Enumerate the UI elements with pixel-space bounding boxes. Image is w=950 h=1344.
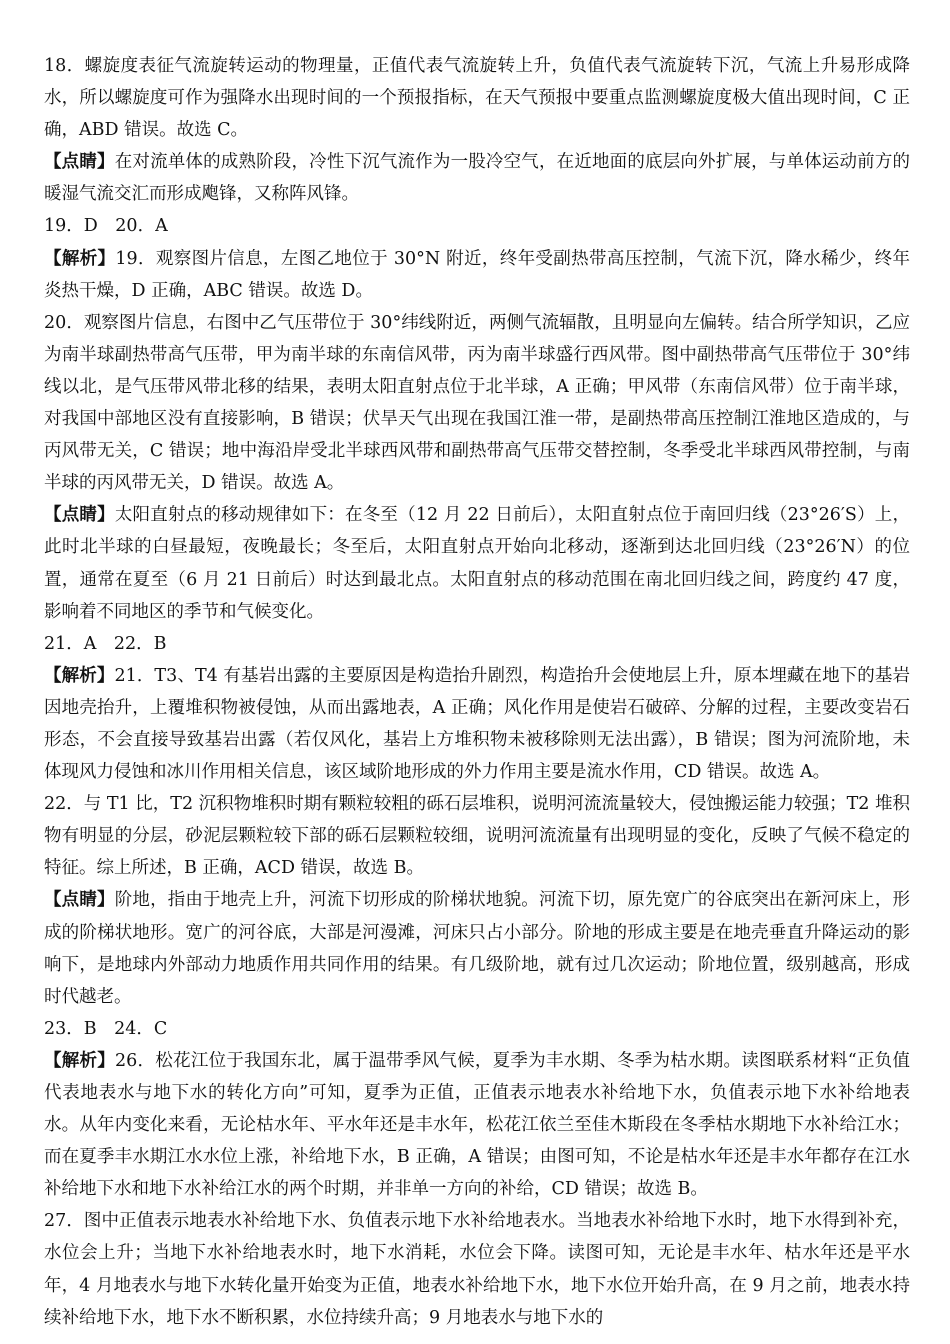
paragraph-text: 19．观察图片信息，左图乙地位于 30°N 附近，终年受副热带高压控制，气流下沉，降水稀少，终年炎热干燥，D 正确，ABC 错误。故选 D。: [44, 248, 910, 301]
note-tag: 【点睛】: [44, 890, 115, 911]
paragraph-q18-analysis: [44, 50, 910, 146]
paragraph-text: 太阳直射点的移动规律如下：在冬至（12 月 22 日前后），太阳直射点位于南回归线（23°26′S）上，此时北半球的白昼最短，夜晚最长；冬至后，太阳直射点开始向北移动，逐渐到达北回归线（23°26′N）的位置，通常在夏至（6 月 21 日前后）时达到最北点。太阳直射点的移动范围在南北回归线之间，跨度约 47 度，影响着不同地区的季节和气候变化。: [44, 505, 910, 622]
answer-explanation-page: [44, 50, 910, 1334]
paragraph-text: 阶地，指由于地壳上升，河流下切形成的阶梯状地貌。河流下切，原先宽广的谷底突出在新河床上，形成的阶梯状地形。宽广的河谷底，大部是河漫滩，河床只占小部分。阶地的形成主要是在地壳垂直升降运动的影响下，是地球内外部动力地质作用共同作用的结果。有几级阶地，就有过几次运动；阶地位置，级别越高，形成时代越老。: [44, 890, 911, 1007]
paragraph-text: 在对流单体的成熟阶段，冷性下沉气流作为一股冷空气，在近地面的底层向外扩展，与单体运动前方的暖湿气流交汇而形成飑锋，又称阵风锋。: [44, 152, 911, 205]
paragraph-text: 20．观察图片信息，右图中乙气压带位于 30°纬线附近，两侧气流辐散，且明显向左偏转。结合所学知识，乙应为南半球副热带高气压带，甲为南半球的东南信风带，丙为南半球盛行西风带。图中副热带高气压带位于 30°纬线以北，是气压带风带北移的结果，表明太阳直射点位于北半球，A 正确；甲风带（东南信风带）位于南半球，对我国中部地区没有直接影响，B 错误；伏旱天气出现在我国江淮一带，是副热带高压控制江淮地区造成的，与丙风带无关，C 错误；地中海沿岸受北半球西风带和副热带高气压带交替控制，冬季受北半球西风带控制，与南半球的丙风带无关，D 错误。故选 A。: [44, 312, 910, 494]
paragraph-text: 21．T3、T4 有基岩出露的主要原因是构造抬升剧烈，构造抬升会使地层上升，原本埋藏在地下的基岩因地壳抬升，上覆堆积物被侵蚀，从而出露地表，A 正确；风化作用是使岩石破碎、分解的过程，主要改变岩石形态，不会直接导致基岩出露（若仅风化，基岩上方堆积物未被移除则无法出露），B 错误；图为河流阶地，未体现风力侵蚀和冰川作用相关信息，该区域阶地形成的外力作用主要是流水作用，CD 错误。故选 A。: [44, 665, 910, 783]
paragraph-q22-analysis: [44, 788, 910, 884]
answers-19-20: [44, 210, 910, 242]
answers-21-22: [44, 628, 910, 660]
paragraph-text: 21．A 22．B: [44, 633, 167, 654]
paragraph-q19-analysis: [44, 243, 910, 307]
paragraph-text: 22．与 T1 比，T2 沉积物堆积时期有颗粒较粗的砾石层堆积，说明河流流量较大，侵蚀搬运能力较强；T2 堆积物有明显的分层，砂泥层颗粒较下部的砾石层颗粒较细，说明河流流量有出现明显的变化，反映了气候不稳定的特征。综上所述，B 正确，ACD 错误，故选 B。: [44, 794, 910, 879]
paragraph-text: 26．松花江位于我国东北，属于温带季风气候，夏季为丰水期、冬季为枯水期。读图联系材料“正负值代表地表水与地下水的转化方向”可知，夏季为正值，正值表示地表水补给地下水，负值表示地下水补给地表水。从年内变化来看，无论枯水年、平水年还是丰水年，松花江依兰至佳木斯段在冬季枯水期地下水补给江水；而在夏季丰水期江水水位上涨，补给地下水，B 正确，A 错误；由图可知，不论是枯水年还是丰水年都存在江水补给地下水和地下水补给江水的两个时期，并非单一方向的补给，CD 错误；故选 B。: [44, 1050, 911, 1200]
note-tag: 【点睛】: [44, 505, 115, 526]
paragraph-q22-note: [44, 884, 910, 1012]
answers-23-24: [44, 1013, 910, 1045]
analysis-tag: 【解析】: [44, 665, 115, 686]
analysis-tag: 【解析】: [44, 1050, 116, 1071]
analysis-tag: 【解析】: [44, 248, 116, 269]
paragraph-text: 27．图中正值表示地表水补给地下水、负值表示地下水补给地表水。当地表水补给地下水时，地下水得到补充，水位会上升；当地下水补给地表水时，地下水消耗，水位会下降。读图可知，无论是丰水年、枯水年还是平水年，4 月地表水与地下水转化量开始变为正值，地表水补给地下水，地下水位开始升高，在 9 月之前，地表水持续补给地下水，地下水不断积累，水位持续升高；9 月地表水与地下水的: [44, 1211, 910, 1328]
paragraph-q27-analysis: [44, 1205, 910, 1333]
paragraph-q21-analysis: [44, 660, 910, 788]
paragraph-q18-note: [44, 146, 910, 210]
paragraph-text: 19．D 20．A: [44, 216, 168, 237]
paragraph-text: 23．B 24．C: [44, 1018, 168, 1039]
paragraph-text: 18．螺旋度表征气流旋转运动的物理量，正值代表气流旋转上升，负值代表气流旋转下沉，气流上升易形成降水，所以螺旋度可作为强降水出现时间的一个预报指标，在天气预报中要重点监测螺旋度极大值出现时间，C 正确，ABD 错误。故选 C。: [44, 56, 910, 141]
note-tag: 【点睛】: [44, 152, 115, 173]
paragraph-q20-analysis: [44, 307, 910, 500]
paragraph-q26-analysis: [44, 1045, 910, 1205]
paragraph-q20-note: [44, 499, 910, 627]
